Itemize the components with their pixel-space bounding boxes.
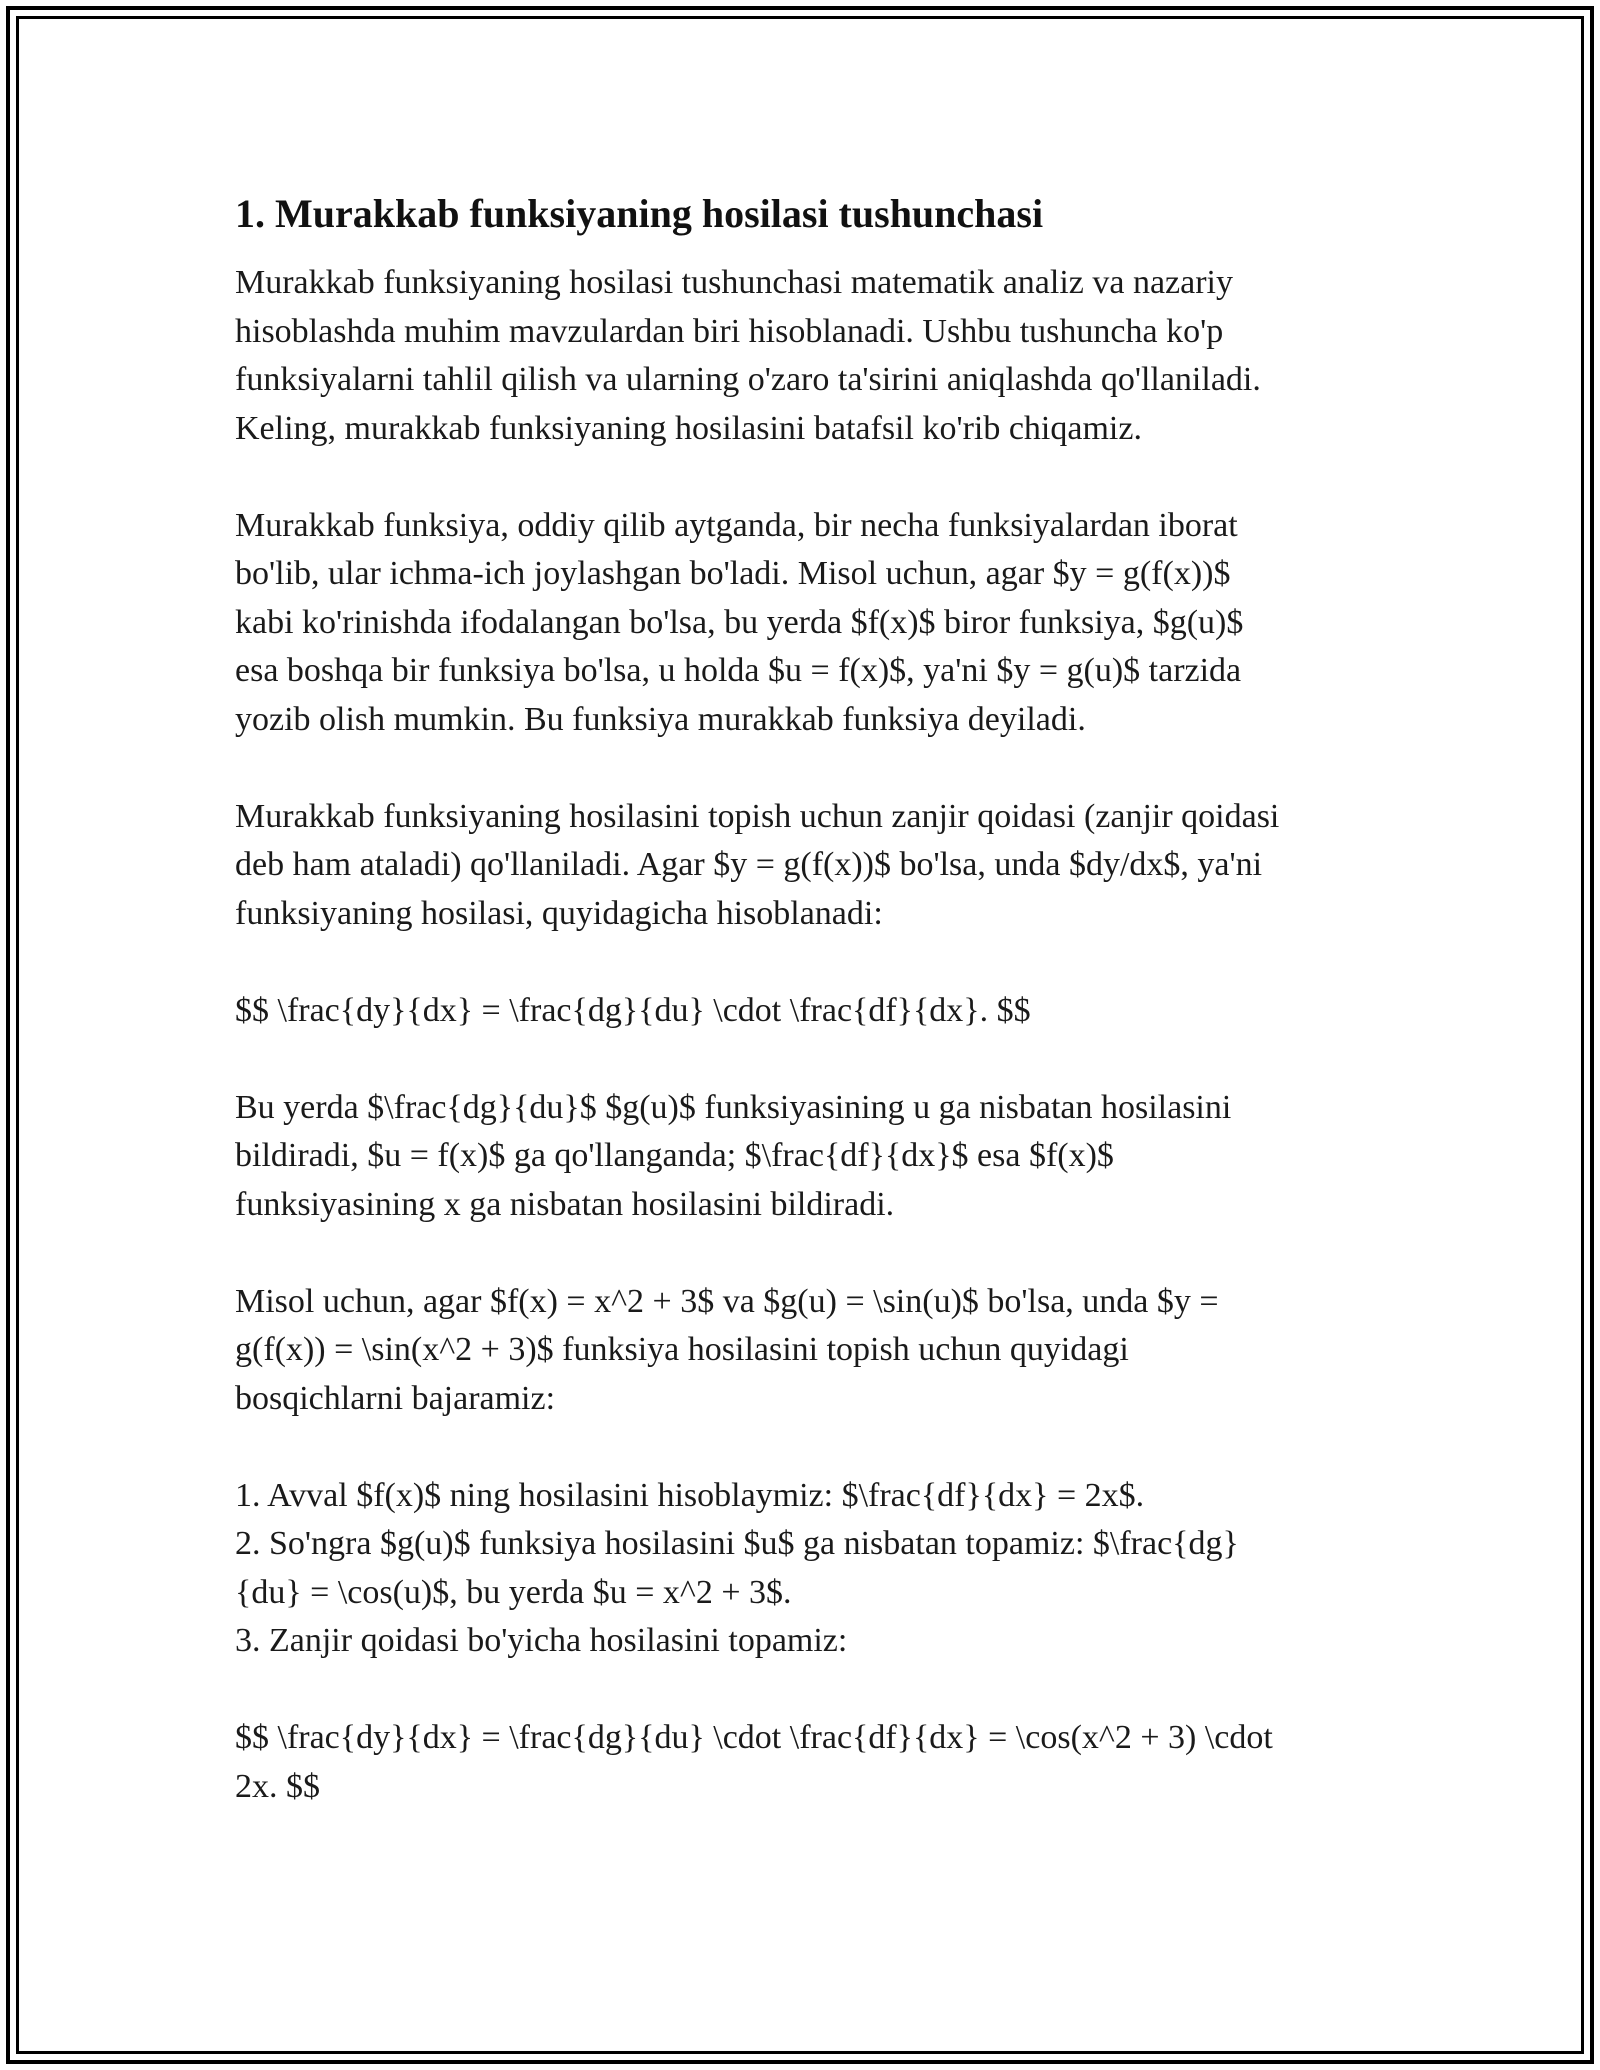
chain-rule-paragraph: Murakkab funksiyaning hosilasini topish uchun zanjir qoidasi (zanjir qoidasi deb ham ataladi) qo'llaniladi. Agar $y = g(f(x))$ bo'lsa, unda $dy/dx$, ya'ni funksiyaning hosilasi, quyidagicha hisoblanadi: xyxy=(235,797,1280,932)
final-formula: $$ \frac{dy}{dx} = \frac{dg}{du} \cdot \frac{df}{dx} = \cos(x^2 + 3) \cdot 2x. $$ xyxy=(235,1719,1273,1805)
explanation-paragraph: Bu yerda $\frac{dg}{du}$ $g(u)$ funksiyasining u ga nisbatan hosilasini bildiradi, $u = f(x)$ ga qo'llanganda; $\frac{df}{dx}$ esa $f(x)$ funksiyasining x ga nisbatan hosilasini bildiradi. xyxy=(235,1088,1232,1223)
example-paragraph: Misol uchun, agar $f(x) = x^2 + 3$ va $g(u) = \sin(u)$ bo'lsa, unda $y = g(f(x)) = \sin(x^2 + 3)$ funksiya hosilasini topish uchun quyidagi bosqichlarni bajaramiz: xyxy=(235,1282,1219,1417)
step-item-2: 2. So'ngra $g(u)$ funksiya hosilasini $u$ ga nisbatan topamiz: $\frac{dg} {du} = \cos(u)$, bu yerda $u = x^2 + 3$. xyxy=(235,1525,1239,1611)
step-item-3: 3. Zanjir qoidasi bo'yicha hosilasini topamiz: xyxy=(235,1622,848,1659)
steps-list xyxy=(235,1472,1385,1666)
definition-paragraph: Murakkab funksiya, oddiy qilib aytganda, bir necha funksiyalardan iborat bo'lib, ular ichma-ich joylashgan bo'ladi. Misol uchun, agar $y = g(f(x))$ kabi ko'rinishda ifodalangan bo'lsa, bu yerda $f(x)$ biror funksiya, $g(u)$ esa boshqa bir funksiya bo'lsa, u holda $u = f(x)$, ya'ni $y = g(u)$ tarzida yozib olish mumkin. Bu funksiya murakkab funksiya deyiladi. xyxy=(235,506,1244,738)
section-heading: 1. Murakkab funksiyaning hosilasi tushunchasi xyxy=(235,191,1044,236)
document-body xyxy=(235,185,1385,1860)
intro-paragraph: Murakkab funksiyaning hosilasi tushunchasi matematik analiz va nazariy hisoblashda muhim mavzulardan biri hisoblanadi. Ushbu tushuncha ko'p funksiyalarni tahlil qilish va ularning o'zaro ta'sirini aniqlashda qo'llaniladi. Keling, murakkab funksiyaning hosilasini batafsil ko'rib chiqamiz. xyxy=(235,264,1261,447)
step-item-1: 1. Avval $f(x)$ ning hosilasini hisoblaymiz: $\frac{df}{dx} = 2x$. xyxy=(235,1476,1145,1514)
chain-rule-formula: $$ \frac{dy}{dx} = \frac{dg}{du} \cdot \frac{df}{dx}. $$ xyxy=(235,991,1031,1029)
